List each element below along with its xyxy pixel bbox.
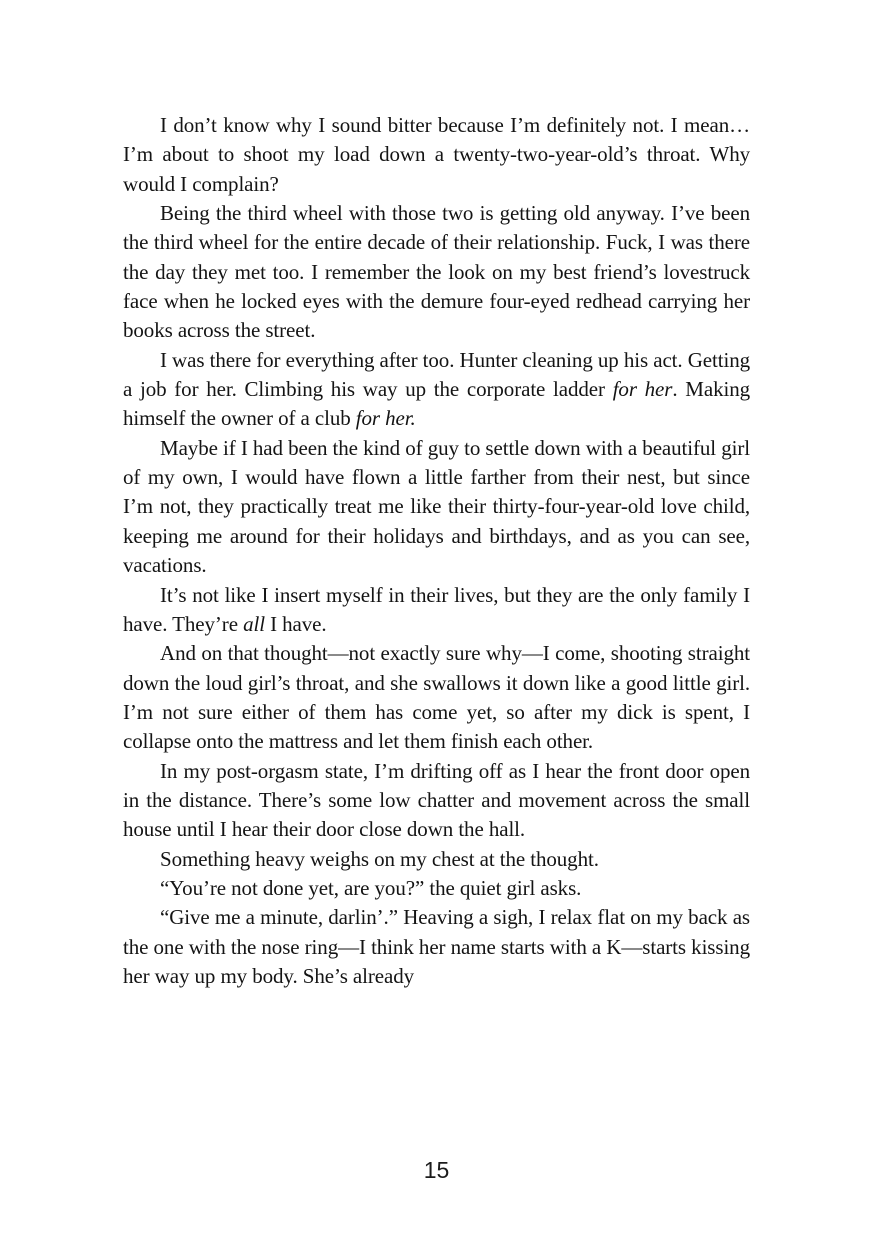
paragraph (123, 434, 750, 581)
page-text (123, 111, 750, 991)
paragraph (123, 639, 750, 756)
paragraph (123, 346, 750, 434)
text-run: “You’re not done yet, are you?” the quiet girl asks. (160, 875, 582, 900)
text-run: “Give me a minute, darlin’.” Heaving a sigh, I relax flat on my back as the one with the nose ring—I think her name starts with a K—starts kissing her way up my body. She’s already (123, 905, 750, 988)
text-run: I don’t know why I sound bitter because I’m definitely not. I mean…I’m about to shoot my load down a twenty-two-year-old’s throat. Why would I complain? (123, 113, 750, 196)
text-run: Maybe if I had been the kind of guy to settle down with a beautiful girl of my own, I would have flown a little farther from their nest, but since I’m not, they practically treat me like their thirty-four-year-old love child, keeping me around for their holidays and birthdays, and as you can see, vacations. (123, 435, 750, 578)
text-run: It’s not like I insert myself in their lives, but they are the only family I have. They’re (123, 582, 750, 636)
text-run: Being the third wheel with those two is getting old anyway. I’ve been the third wheel for the entire decade of their relationship. Fuck, I was there the day they met too. I remember the look on my best friend’s lovestruck face when he locked eyes with the demure four-eyed redhead carrying her books across the street. (123, 201, 750, 343)
page-number: 15 (423, 1157, 450, 1183)
text-run: And on that thought—not exactly sure why—I come, shooting straight down the loud girl’s throat, and she swallows it down like a good little girl. I’m not sure either of them has come yet, so after my dick is spent, I collapse onto the mattress and let them finish each other. (123, 641, 750, 754)
paragraph (123, 111, 750, 199)
paragraph (123, 199, 750, 346)
text-run: I was there for everything after too. Hunter cleaning up his act. Getting a job for her. Climbing his way up the corporate ladder (123, 347, 750, 402)
paragraph (123, 757, 750, 845)
text-run: In my post-orgasm state, I’m drifting off as I hear the front door open in the distance. There’s some low chatter and movement across the small house until I hear their door close down the hall. (123, 758, 750, 842)
italic-text-run: for her. (355, 406, 416, 431)
text-run: I have. (264, 611, 327, 636)
paragraph (123, 845, 750, 874)
text-run: . Making himself the owner of a club (123, 377, 750, 431)
paragraph (123, 581, 750, 640)
text-run: Something heavy weighs on my chest at the thought. (160, 846, 599, 871)
italic-text-run: all (243, 611, 265, 636)
paragraph (123, 903, 750, 991)
paragraph (123, 874, 750, 903)
italic-text-run: for her (612, 377, 673, 402)
